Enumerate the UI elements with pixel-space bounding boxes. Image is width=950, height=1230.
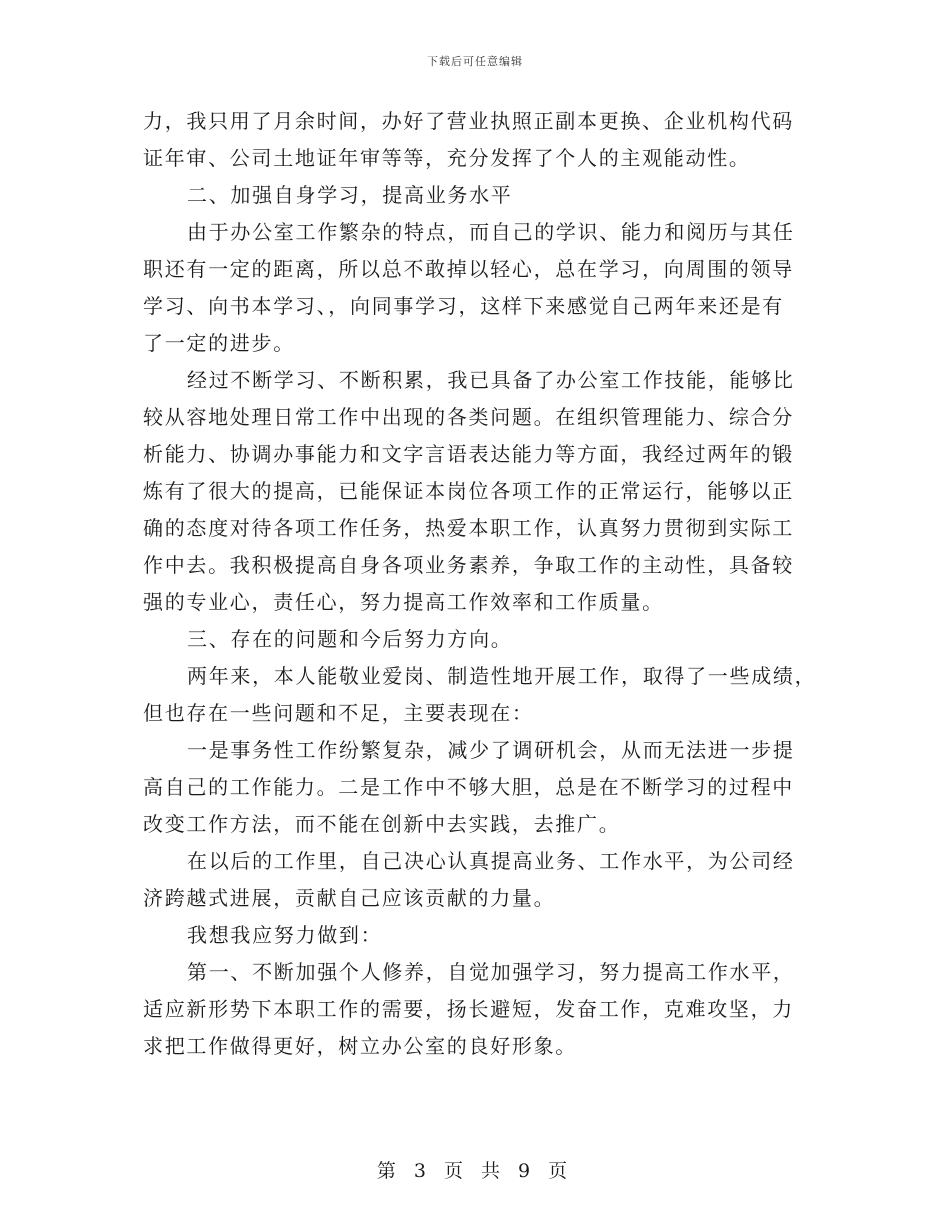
body-line: 经过不断学习、不断积累，我已具备了办公室工作技能，能够比 — [187, 368, 795, 392]
body-line: 求把工作做得更好，树立办公室的良好形象。 — [143, 1034, 577, 1058]
body-line: 较从容地处理日常工作中出现的各类问题。在组织管理能力、综合分 — [143, 405, 794, 429]
body-line: 确的态度对待各项工作任务，热爱本职工作，认真努力贯彻到实际工 — [143, 516, 794, 540]
page-number: 第 3 页 共 9 页 — [376, 1160, 574, 1182]
body-line: 第一、不断加强个人修养，自觉加强学习，努力提高工作水平， — [187, 960, 795, 984]
body-line: 两年来，本人能敬业爱岗、制造性地开展工作，取得了一些成绩， — [187, 664, 817, 688]
body-line: 职还有一定的距离，所以总不敢掉以轻心，总在学习，向周围的领导 — [143, 257, 794, 281]
body-line: 在以后的工作里，自己决心认真提高业务、工作水平，为公司经 — [187, 849, 795, 873]
section-heading: 三、存在的问题和今后努力方向。 — [187, 627, 513, 651]
body-line: 高自己的工作能力。二是工作中不够大胆，总是在不断学习的过程中 — [143, 775, 794, 799]
body-line: 了一定的进步。 — [143, 331, 295, 355]
body-line: 炼有了很大的提高，已能保证本岗位各项工作的正常运行，能够以正 — [143, 479, 794, 503]
body-line: 一是事务性工作纷繁复杂，减少了调研机会，从而无法进一步提 — [187, 738, 795, 762]
body-line: 由于办公室工作繁杂的特点，而自己的学识、能力和阅历与其任 — [187, 220, 795, 244]
body-line: 学习、向书本学习、，向同事学习，这样下来感觉自己两年来还是有 — [143, 294, 784, 318]
body-line: 但也存在一些问题和不足，主要表现在： — [143, 701, 534, 725]
body-line: 证年审、公司土地证年审等等，充分发挥了个人的主观能动性。 — [143, 146, 751, 170]
body-line: 作中去。我积极提高自身各项业务素养，争取工作的主动性，具备较 — [143, 553, 794, 577]
document-body — [143, 103, 817, 1065]
body-line: 强的专业心，责任心，努力提高工作效率和工作质量。 — [143, 590, 664, 614]
body-line: 改变工作方法，而不能在创新中去实践，去推广。 — [143, 812, 621, 836]
body-line: 济跨越式进展，贡献自己应该贡献的力量。 — [143, 886, 556, 910]
page-header-note: 下载后可任意编辑 — [427, 55, 523, 68]
body-line: 析能力、协调办事能力和文字言语表达能力等方面，我经过两年的锻 — [143, 442, 794, 466]
body-line: 适应新形势下本职工作的需要，扬长避短，发奋工作，克难攻坚，力 — [143, 997, 794, 1021]
body-line: 我想我应努力做到： — [187, 923, 383, 947]
body-line: 力，我只用了月余时间，办好了营业执照正副本更换、企业机构代码 — [143, 109, 794, 133]
section-heading: 二、加强自身学习，提高业务水平 — [187, 183, 513, 207]
